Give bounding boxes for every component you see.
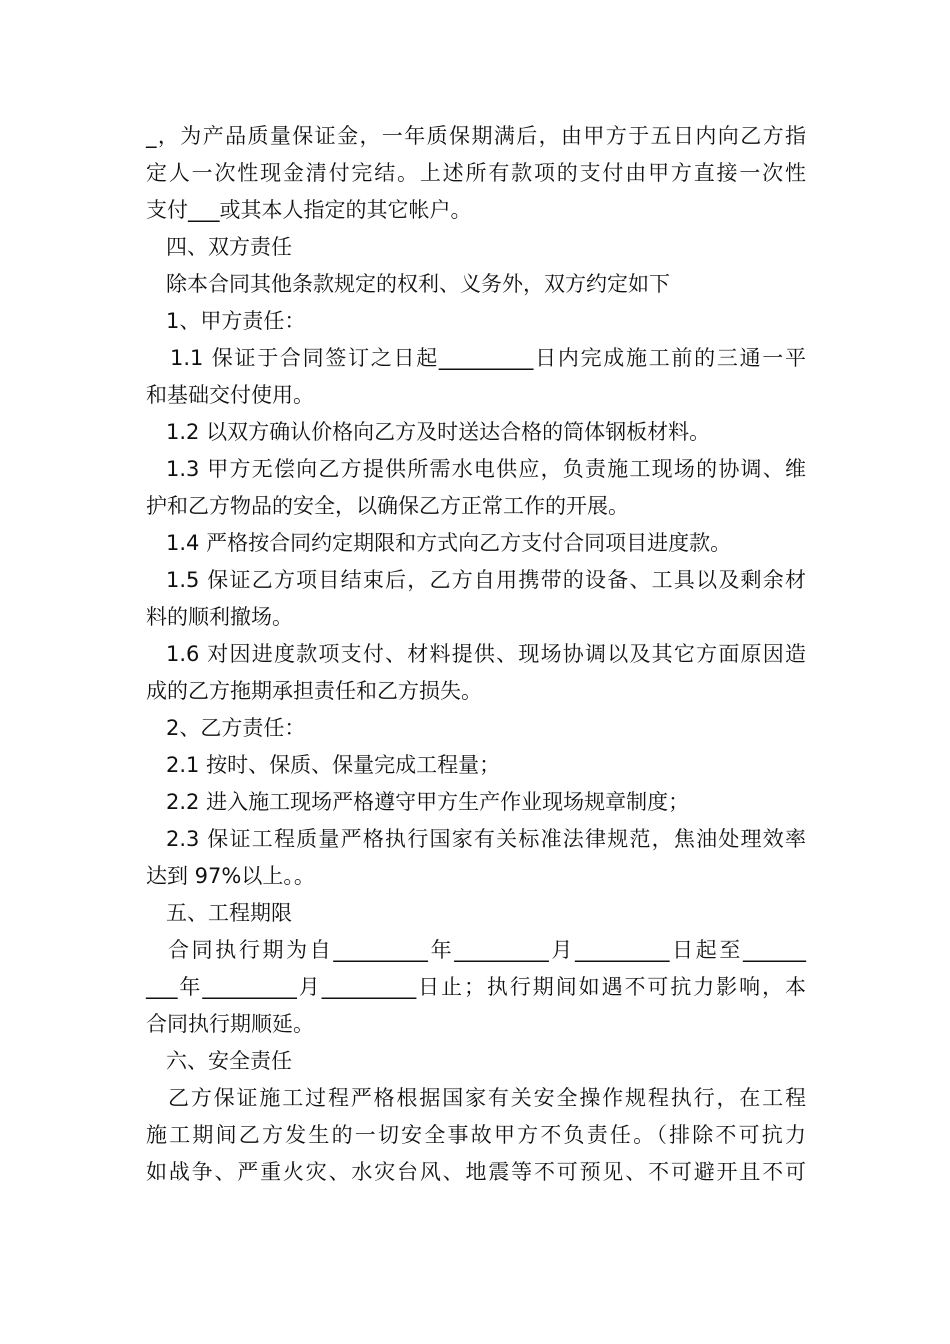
text-line: 2.2 进入施工现场严格遵守甲方生产作业现场规章制度； (166, 790, 690, 814)
text-line: 和基础交付使用。 (146, 383, 314, 407)
text-line: 1.5 保证乙方项目结束后，乙方自用携带的设备、工具以及剩余材 (166, 568, 806, 592)
text-line: ___年_________月_________日止；执行期间如遇不可抗力影响，本 (146, 975, 806, 999)
text-line: 成的乙方拖期承担责任和乙方损失。 (146, 679, 482, 703)
text-line: 1.6 对因进度款项支付、材料提供、现场协调以及其它方面原因造 (166, 642, 806, 666)
text-line: 乙方保证施工过程严格根据国家有关安全操作规程执行，在工程 (168, 1086, 806, 1110)
text-line: 合同执行期为自_________年_________月_________日起至______ (168, 938, 806, 962)
subsection-heading: 1、甲方责任： (166, 309, 306, 333)
text-line: 除本合同其他条款规定的权利、义务外，双方约定如下 (166, 272, 670, 296)
text-line: 定人一次性现金清付完结。上述所有款项的支付由甲方直接一次性 (146, 161, 806, 185)
text-line: _，为产品质量保证金，一年质保期满后，由甲方于五日内向乙方指 (146, 124, 806, 148)
text-line: 如战争、严重火灾、水灾台风、地震等不可预见、不可避开且不可 (146, 1160, 806, 1184)
text-line: 达到 97%以上。。 (146, 864, 315, 888)
document-body (146, 118, 806, 1191)
text-line: 支付___或其本人指定的其它帐户。 (146, 198, 472, 222)
text-line: 施工期间乙方发生的一切安全事故甲方不负责任。（排除不可抗力 (146, 1123, 806, 1147)
subsection-heading: 2、乙方责任： (166, 716, 306, 740)
text-line: 1.2 以双方确认价格向乙方及时送达合格的筒体钢板材料。 (166, 420, 711, 444)
text-line: 1.3 甲方无偿向乙方提供所需水电供应，负责施工现场的协调、维 (166, 457, 806, 481)
text-line: 料的顺利撤场。 (146, 605, 293, 629)
text-line: 合同执行期顺延。 (146, 1012, 314, 1036)
section-heading: 六、安全责任 (166, 1049, 292, 1073)
text-line: 1.4 严格按合同约定期限和方式向乙方支付合同项目进度款。 (166, 531, 732, 555)
text-line: 1.1 保证于合同签订之日起_________日内完成施工前的三通一平 (170, 346, 806, 370)
section-heading: 四、双方责任 (166, 235, 292, 259)
text-line: 2.1 按时、保质、保量完成工程量； (166, 753, 501, 777)
text-line: 2.3 保证工程质量严格执行国家有关标准法律规范，焦油处理效率 (166, 827, 806, 851)
section-heading: 五、工程期限 (166, 901, 292, 925)
text-line: 护和乙方物品的安全，以确保乙方正常工作的开展。 (146, 494, 629, 518)
